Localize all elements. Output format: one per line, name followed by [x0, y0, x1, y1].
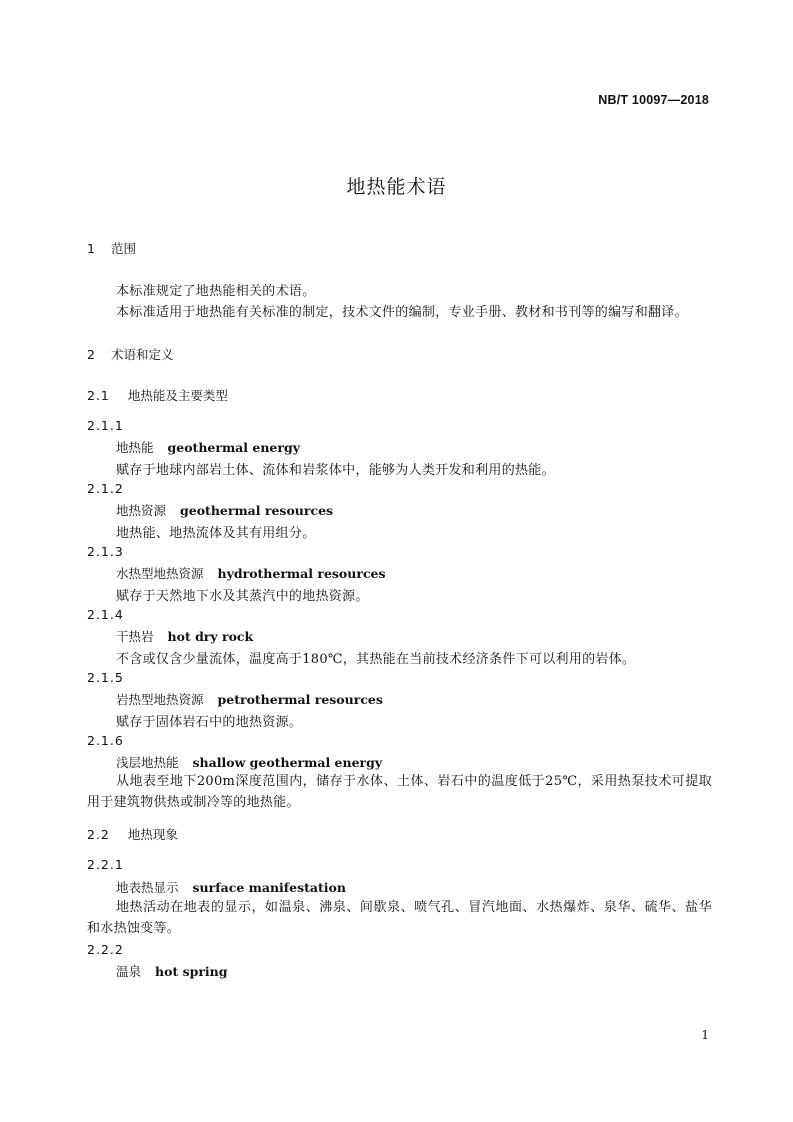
term-en: hydrothermal resources [217, 566, 386, 581]
term-number: 2.1.2 [87, 481, 124, 496]
section-title: 术语和定义 [110, 347, 174, 362]
section-title: 范围 [110, 241, 136, 256]
subsection-2-2-heading [87, 825, 178, 843]
term-number: 2.1.1 [87, 418, 124, 433]
section-1-heading [87, 239, 136, 257]
section-number: 2.2 [87, 827, 110, 842]
term-definition: 赋存于地球内部岩土体、流体和岩浆体中，能够为人类开发和利用的热能。 [116, 463, 555, 478]
term-definition: 不含或仅含少量流体，温度高于180℃，其热能在当前技术经济条件下可以利用的岩体。 [116, 652, 636, 667]
paragraph: 本标准规定了地热能相关的术语。 [116, 284, 316, 299]
term-zh: 地热能 [116, 440, 154, 455]
term-en: shallow geothermal energy [192, 755, 383, 770]
term-number: 2.1.4 [87, 607, 124, 622]
page-number: 1 [701, 1028, 709, 1042]
term-heading [116, 878, 346, 896]
term-definition: 赋存于固体岩石中的地热资源。 [116, 715, 303, 730]
term-heading [116, 627, 253, 645]
term-definition: 从地表至地下200m深度范围内，储存于水体、土体、岩石中的温度低于25℃，采用热泵技术可提取用于建筑物供热或制冷等的地热能。 [87, 774, 712, 810]
section-2-heading [87, 345, 173, 363]
term-number: 2.1.3 [87, 544, 124, 559]
page-title: 地热能术语 [346, 176, 447, 198]
term-zh: 地热资源 [116, 503, 167, 518]
term-heading [116, 690, 383, 708]
term-number: 2.1.5 [87, 670, 124, 685]
section-number: 2 [87, 347, 95, 362]
standard-number: NB/T 10097—2018 [598, 93, 709, 107]
term-en: petrothermal resources [217, 692, 383, 707]
term-zh: 水热型地热资源 [116, 566, 204, 581]
term-heading [116, 753, 382, 771]
term-zh: 浅层地热能 [116, 755, 179, 770]
term-en: hot dry rock [167, 629, 254, 644]
term-number: 2.2.2 [87, 942, 124, 957]
term-en: geothermal resources [180, 503, 334, 518]
term-number: 2.1.6 [87, 733, 124, 748]
paragraph: 本标准适用于地热能有关标准的制定，技术文件的编制，专业手册、教材和书刊等的编写和翻译。 [116, 305, 688, 320]
term-heading [116, 962, 228, 980]
term-zh: 岩热型地热资源 [116, 692, 204, 707]
section-number: 2.1 [87, 388, 110, 403]
term-definition: 地热活动在地表的显示，如温泉、沸泉、间歇泉、喷气孔、冒汽地面、水热爆炸、泉华、硫华、盐华和水热蚀变等。 [87, 900, 712, 936]
term-en: hot spring [155, 964, 228, 979]
term-zh: 温泉 [116, 964, 142, 979]
term-en: surface manifestation [192, 880, 346, 895]
term-zh: 干热岩 [116, 629, 154, 644]
section-title: 地热现象 [127, 827, 178, 842]
section-title: 地热能及主要类型 [127, 388, 228, 403]
term-number: 2.2.1 [87, 857, 124, 872]
section-number: 1 [87, 241, 95, 256]
term-heading [116, 564, 386, 582]
subsection-2-1-heading [87, 386, 228, 404]
term-heading [116, 501, 333, 519]
term-en: geothermal energy [167, 440, 300, 455]
term-definition: 地热能、地热流体及其有用组分。 [116, 526, 316, 541]
term-heading [116, 438, 300, 456]
term-definition: 赋存于天然地下水及其蒸汽中的地热资源。 [116, 589, 369, 604]
term-zh: 地表热显示 [116, 880, 179, 895]
